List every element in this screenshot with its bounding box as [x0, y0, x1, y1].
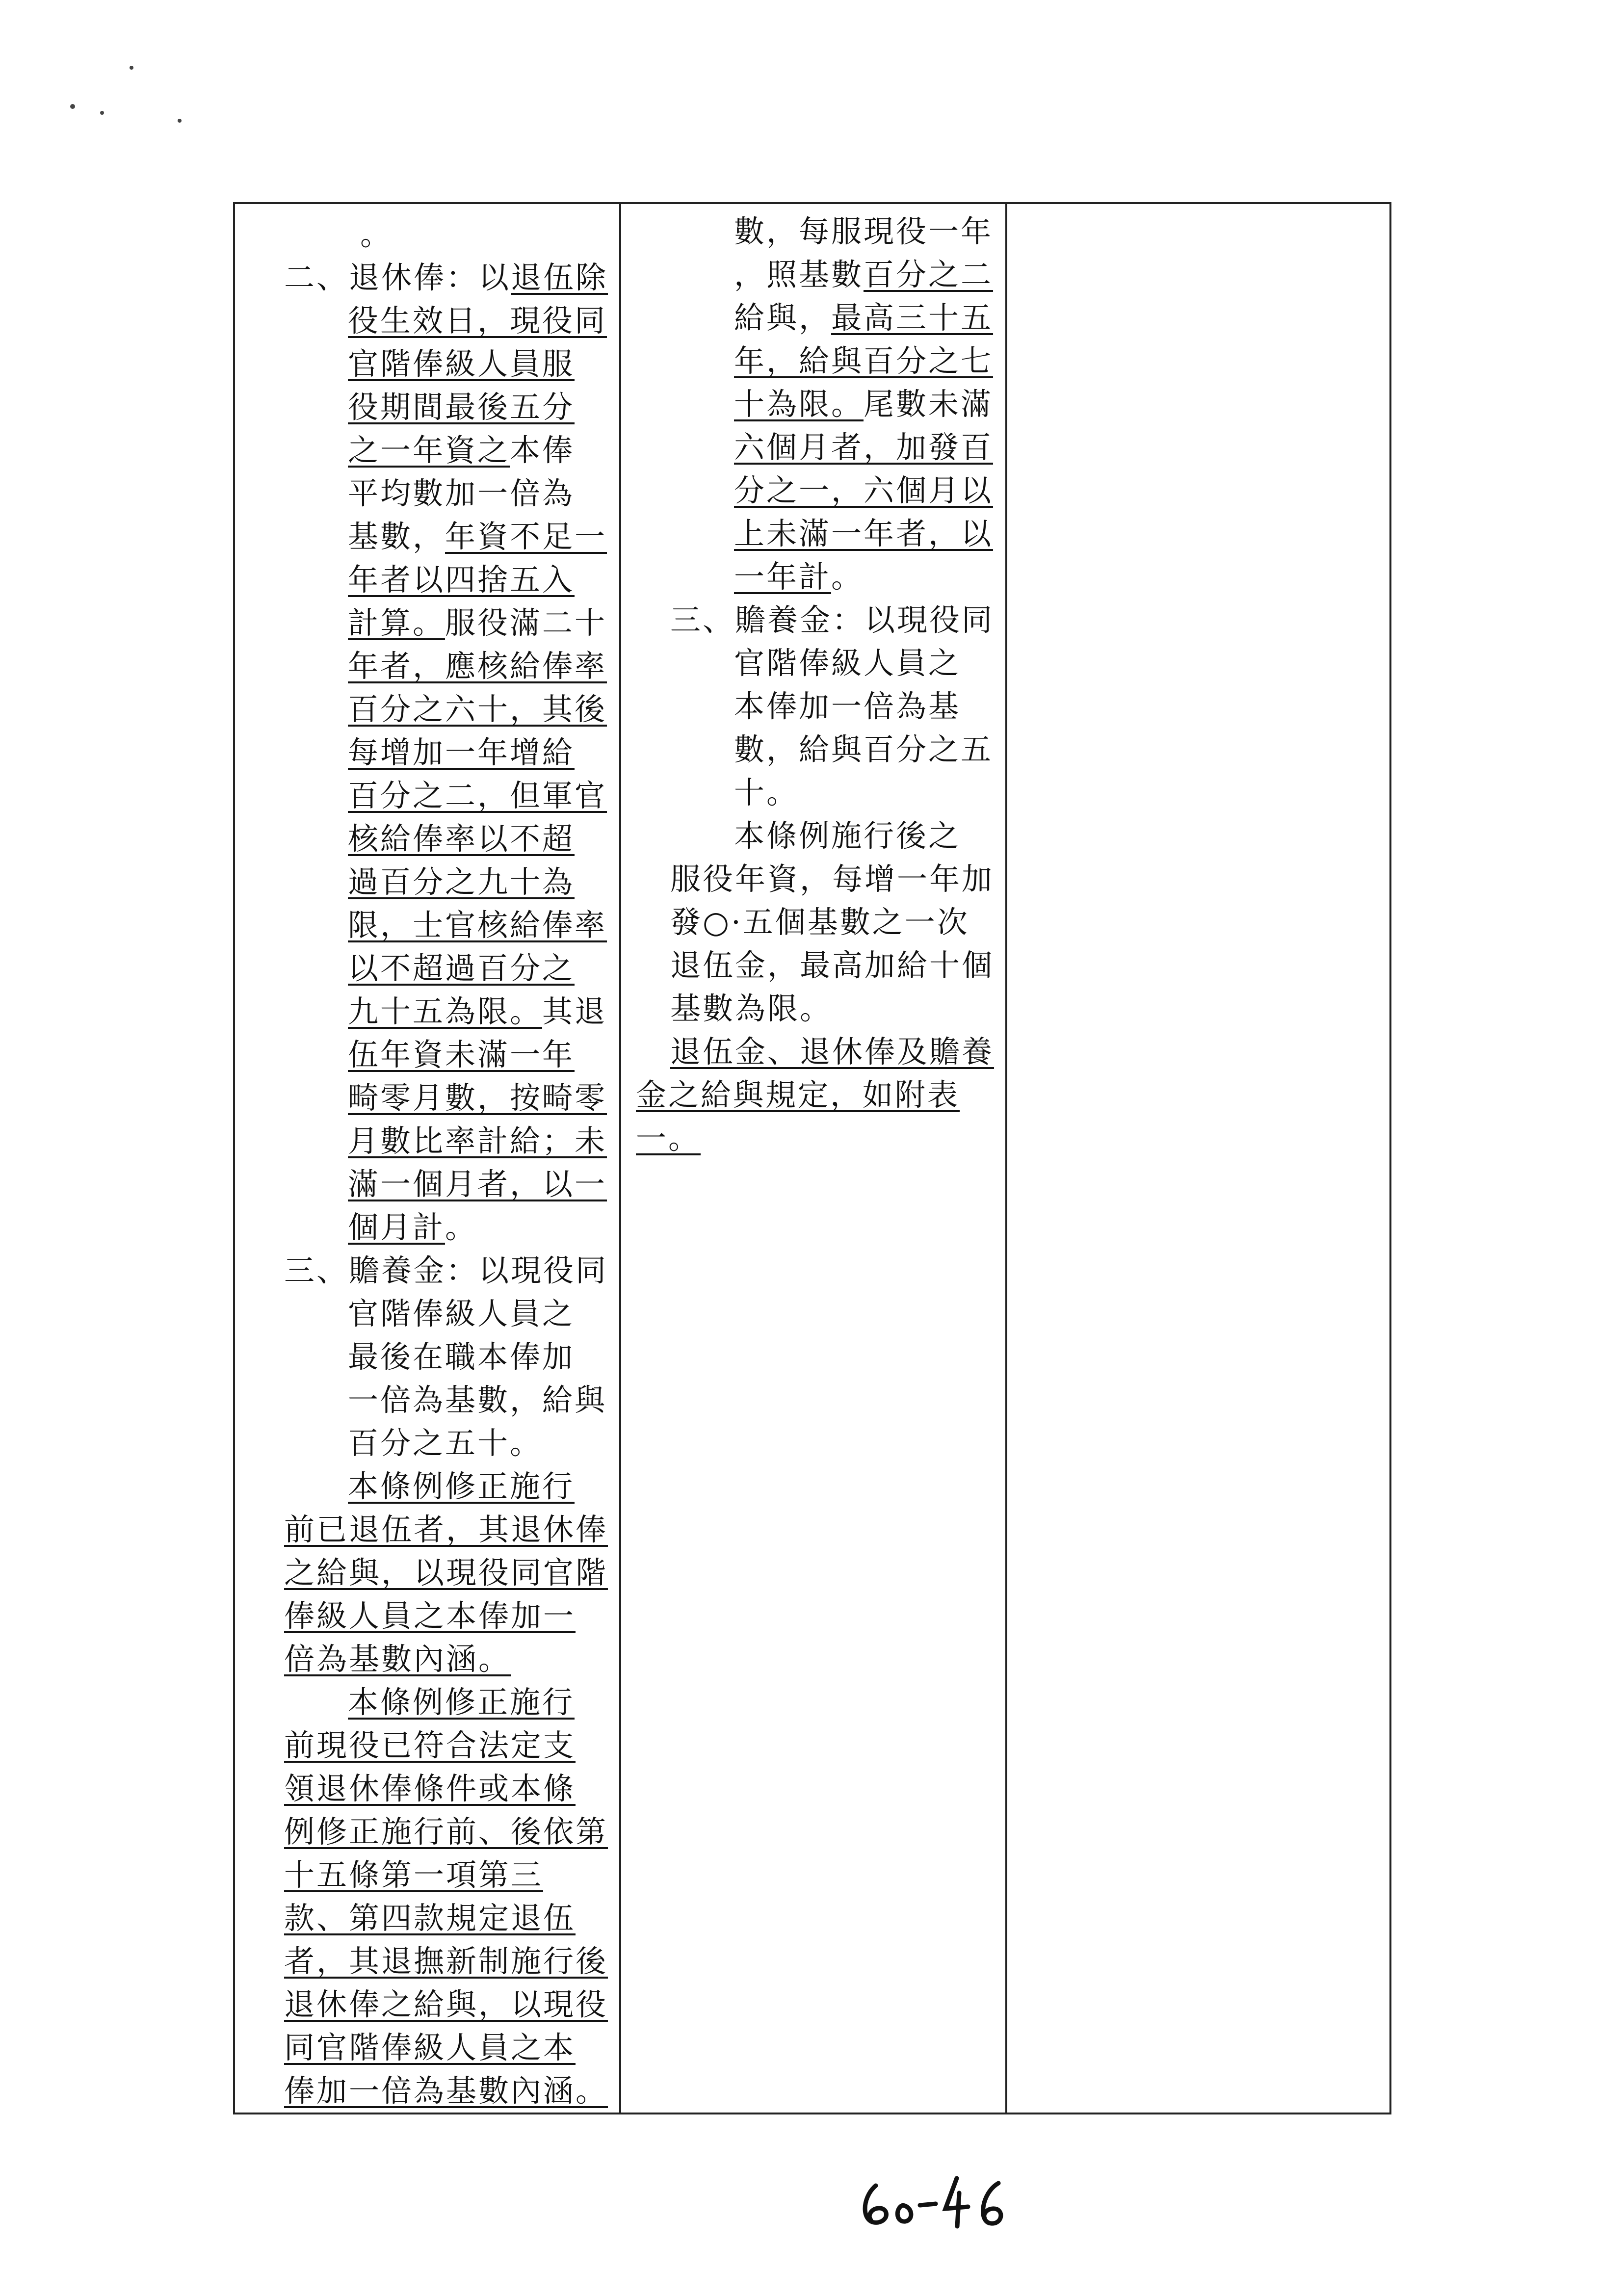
- left-column-lines: [235, 204, 619, 2113]
- text-line: [235, 1292, 619, 1335]
- text-line: [235, 1767, 619, 1810]
- underlined-amendment: 限，士官核給俸率: [348, 907, 607, 943]
- text-segment: 其退: [542, 993, 607, 1029]
- text-line: [621, 1117, 1005, 1160]
- text-line: [235, 429, 619, 472]
- text-line: [235, 256, 619, 299]
- underlined-amendment: 役期間最後五分: [348, 389, 575, 425]
- text-line: [235, 1551, 619, 1594]
- text-segment: 三、贍養金：以現役同: [284, 1252, 608, 1288]
- text-line: [235, 1120, 619, 1163]
- underlined-amendment: 個月計: [348, 1209, 445, 1245]
- text-line: [621, 685, 1005, 728]
- text-segment: 百分之五十。: [348, 1425, 543, 1461]
- text-line: [621, 599, 1005, 642]
- underlined-amendment: 本條例修正施行: [348, 1684, 575, 1720]
- text-line: [235, 1422, 619, 1465]
- underlined-amendment: 年者，應核給俸率: [348, 648, 607, 684]
- text-segment: 十。: [734, 775, 799, 810]
- underlined-amendment: 一。: [636, 1120, 701, 1156]
- text-line: [235, 472, 619, 515]
- text-line: [621, 728, 1005, 771]
- underlined-amendment: 過百分之九十為: [348, 864, 575, 900]
- text-segment: 本條例施行後之: [734, 818, 961, 854]
- text-line: [235, 1983, 619, 2026]
- text-line: [621, 814, 1005, 858]
- text-segment: 退伍金，最高加給十個: [670, 947, 995, 983]
- underlined-amendment: 一年計: [734, 559, 832, 595]
- text-line: [235, 2069, 619, 2113]
- text-line: [235, 1508, 619, 1551]
- text-segment: 二、退休俸：以: [284, 260, 511, 295]
- underlined-amendment: 年，給與百分之七: [734, 343, 994, 379]
- text-segment: 給與，: [734, 300, 832, 336]
- text-line: [621, 426, 1005, 469]
- text-line: [235, 1853, 619, 1897]
- text-line: [621, 555, 1005, 599]
- underlined-amendment: 百分之二: [864, 257, 994, 292]
- text-line: [235, 1594, 619, 1638]
- underlined-amendment: 款、第四款規定退伍: [284, 1900, 576, 1936]
- underlined-amendment: 伍年資未滿一年: [348, 1037, 575, 1072]
- underlined-amendment: 九十五為限。: [348, 993, 543, 1029]
- text-line: [235, 688, 619, 731]
- text-segment: 一倍為基數，給與: [348, 1382, 607, 1418]
- text-line: [235, 861, 619, 904]
- text-line: [235, 1465, 619, 1508]
- text-segment: 平均數加一倍為: [348, 475, 575, 511]
- text-line: [621, 512, 1005, 555]
- text-segment: 數，給與百分之五: [734, 731, 994, 767]
- underlined-amendment: 者，其退撫新制施行後: [284, 1943, 608, 1979]
- text-line: [235, 1897, 619, 1940]
- text-line: [235, 1163, 619, 1206]
- underlined-amendment: 以不超過百分之: [348, 950, 575, 986]
- text-line: [235, 2026, 619, 2069]
- text-line: [621, 642, 1005, 685]
- comparison-table: [233, 202, 1391, 2114]
- text-line: [235, 1033, 619, 1076]
- text-line: [235, 342, 619, 386]
- underlined-amendment: 但軍官: [510, 778, 607, 813]
- underlined-amendment: 上未滿一年者，以: [734, 516, 994, 551]
- column-amended-text: [234, 203, 620, 2113]
- underlined-amendment: 倍為基數內涵。: [284, 1641, 511, 1677]
- middle-column-lines: [621, 204, 1005, 1160]
- text-line: [621, 339, 1005, 383]
- text-line: [235, 947, 619, 990]
- text-line: [235, 1379, 619, 1422]
- text-line: [621, 1030, 1005, 1073]
- underlined-amendment: 月數比率計給；未: [348, 1123, 607, 1159]
- text-line: [235, 213, 619, 256]
- text-line: [235, 817, 619, 861]
- underlined-amendment: 六個月者，加發百: [734, 429, 994, 465]
- underlined-amendment: 百分之六十，其後: [348, 691, 607, 727]
- text-segment: 本俸: [510, 432, 575, 468]
- underlined-amendment: 前已退伍者，其退休俸: [284, 1512, 608, 1547]
- underlined-amendment: 官階俸級人員服: [348, 346, 575, 382]
- underlined-amendment: 年資不足一: [445, 519, 607, 554]
- text-line: [621, 383, 1005, 426]
- underlined-amendment: 金之給與規定，如附表: [636, 1077, 960, 1113]
- text-line: [235, 990, 619, 1033]
- underlined-amendment: 例修正施行前、後依第: [284, 1814, 608, 1850]
- text-line: [235, 1076, 619, 1120]
- text-line: [621, 858, 1005, 901]
- underlined-amendment: 之一年資之: [348, 432, 510, 468]
- column-explanation: [1006, 203, 1390, 2113]
- underlined-amendment: 退休俸之給與，以現役: [284, 1986, 608, 2022]
- text-segment: 官階俸級人員之: [348, 1296, 575, 1331]
- text-line: [235, 645, 619, 688]
- underlined-amendment: 核給俸率以不超: [348, 821, 575, 857]
- column-current-text: [620, 203, 1006, 2113]
- underlined-amendment: 退伍金、退休俸及贍養: [670, 1034, 995, 1070]
- text-line: [235, 1335, 619, 1379]
- text-segment: 。: [360, 216, 393, 252]
- text-line: [621, 296, 1005, 339]
- text-segment: 三、贍養金：以現役同: [670, 602, 995, 638]
- text-line: [621, 944, 1005, 987]
- text-line: [621, 253, 1005, 296]
- underlined-amendment: 年者以四捨五入: [348, 562, 575, 598]
- text-segment: 發○·五個基數之一次: [670, 904, 969, 940]
- underlined-amendment: 畸零月數，按畸零: [348, 1080, 607, 1116]
- underlined-amendment: 本條例修正施行: [348, 1468, 575, 1504]
- text-line: [235, 1206, 619, 1249]
- page-number: [856, 2164, 1013, 2237]
- text-line: [235, 1724, 619, 1767]
- text-line: [235, 904, 619, 947]
- text-segment: 本俸加一倍為基: [734, 688, 961, 724]
- text-line: [621, 469, 1005, 512]
- text-line: [235, 1810, 619, 1853]
- text-segment: 基數為限。: [670, 991, 833, 1026]
- underlined-amendment: 計算。: [348, 605, 445, 641]
- underlined-amendment: 前現役已符合法定支: [284, 1727, 576, 1763]
- text-line: [621, 987, 1005, 1030]
- text-line: [235, 1249, 619, 1292]
- text-line: [235, 601, 619, 645]
- underlined-amendment: 分之一，六個月以: [734, 472, 994, 508]
- text-line: [621, 210, 1005, 253]
- underlined-amendment: 俸加一倍為基數內涵。: [284, 2073, 608, 2109]
- text-line: [235, 386, 619, 429]
- text-line: [235, 299, 619, 342]
- underlined-amendment: 每增加一年增給: [348, 734, 575, 770]
- text-line: [235, 1940, 619, 1983]
- text-segment: 尾數未滿: [864, 386, 994, 422]
- text-segment: 。: [831, 559, 864, 595]
- text-line: [235, 1638, 619, 1681]
- underlined-amendment: 之給與，以現役同官階: [284, 1555, 608, 1591]
- text-segment: 最後在職本俸加: [348, 1339, 575, 1375]
- text-line: [621, 1073, 1005, 1117]
- text-line: [621, 771, 1005, 814]
- underlined-amendment: 滿一個月者，以一: [348, 1166, 607, 1202]
- text-line: [621, 901, 1005, 944]
- text-line: [235, 1681, 619, 1724]
- text-segment: 基數，: [348, 519, 445, 554]
- underlined-amendment: 役生效日，現役同: [348, 303, 607, 339]
- underlined-amendment: 俸級人員之本俸加一: [284, 1598, 576, 1634]
- underlined-amendment: 領退休俸條件或本條: [284, 1771, 576, 1806]
- text-line: [235, 774, 619, 817]
- text-line: [235, 515, 619, 558]
- underlined-amendment: 退伍除: [511, 260, 608, 295]
- text-segment: 服役年資，每增一年加: [670, 861, 995, 897]
- underlined-amendment: 同官階俸級人員之本: [284, 2030, 576, 2065]
- text-line: [235, 731, 619, 774]
- text-segment: 服役滿二十: [445, 605, 607, 641]
- text-segment: ，照基數: [734, 257, 864, 292]
- text-segment: 。: [445, 1209, 478, 1245]
- underlined-amendment: 百分之二，: [348, 778, 510, 813]
- text-segment: 數，每服現役一年: [734, 213, 994, 249]
- underlined-amendment: 十五條第一項第三: [284, 1857, 544, 1893]
- text-segment: 官階俸級人員之: [734, 645, 961, 681]
- underlined-amendment: 最高三十五: [831, 300, 994, 336]
- text-line: [235, 558, 619, 601]
- underlined-amendment: 十為限。: [734, 386, 864, 422]
